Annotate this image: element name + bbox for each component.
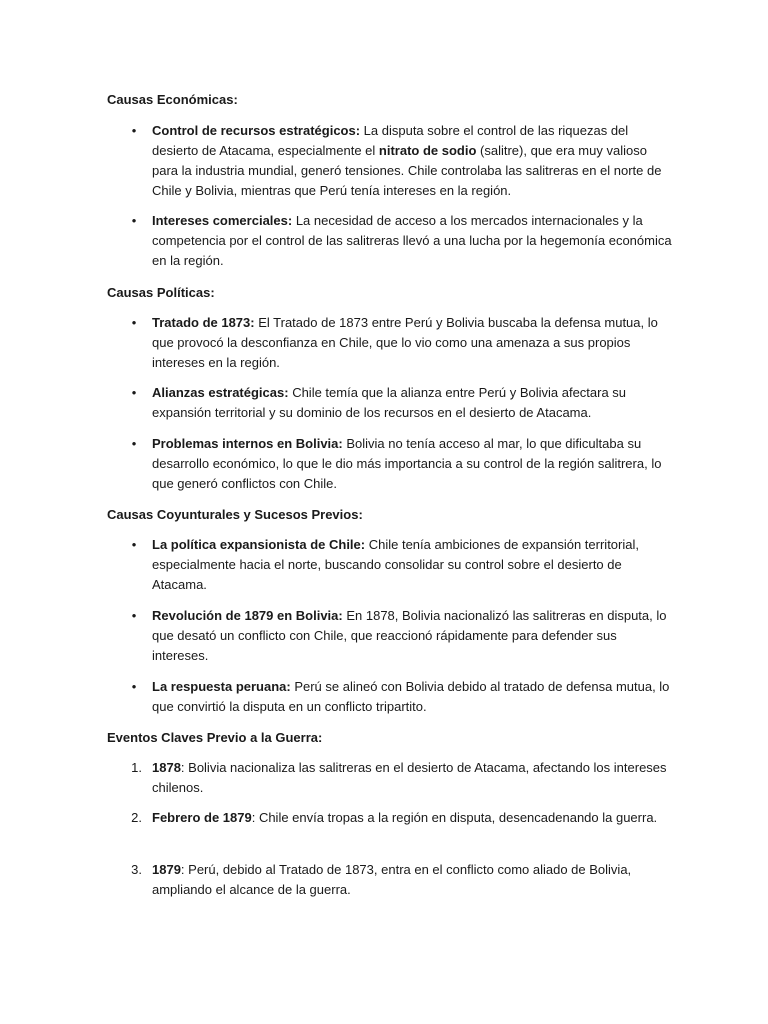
item-bold-label: Alianzas estratégicas: [152,385,289,400]
bullet-icon: • [131,537,137,552]
list-item [131,383,672,423]
bullet-icon: • [131,436,137,451]
item-text: Perú se alineó con Bolivia debido al tratado de defensa mutua, lo que convirtió la disputa en un conflicto tripartito. [152,679,670,714]
item-bold-label: Febrero de 1879 [152,810,252,825]
list-item [131,606,672,666]
item-bold-label: Tratado de 1873: [152,315,255,330]
section-heading-key-events: Eventos Claves Previo a la Guerra: [107,730,323,745]
item-text: La necesidad de acceso a los mercados internacionales y la competencia por el control de las salitreras llevó a una lucha por la hegemonía económica en la región. [152,213,672,268]
item-text: Chile temía que la alianza entre Perú y Bolivia afectara su expansión territorial y su dominio de los recursos en el desierto de Atacama. [152,385,627,420]
item-text: : Perú, debido al Tratado de 1873, entra en el conflicto como aliado de Bolivia, ampliando el alcance de la guerra. [152,862,632,897]
section-heading-political-causes: Causas Políticas: [107,285,215,300]
bullet-icon: • [131,679,137,694]
section-heading-conjunctural-causes: Causas Coyunturales y Sucesos Previos: [107,507,363,522]
item-text: El Tratado de 1873 entre Perú y Bolivia buscaba la defensa mutua, lo que provocó la desconfianza en Chile, que lo vio como una amenaza a sus propios intereses en la región. [152,315,658,370]
item-text: Bolivia no tenía acceso al mar, lo que dificultaba su desarrollo económico, lo que le dio más importancia a su control de la región salitrera, lo que generó conflictos con Chile. [152,436,662,491]
item-bold-term: nitrato de sodio [378,143,477,158]
bullet-icon: • [131,385,137,400]
list-item [131,434,672,494]
item-bold-label: Revolución de 1879 en Bolivia: [152,608,343,623]
numbered-item [131,808,672,828]
item-bold-label: 1878 [152,760,181,775]
item-text: En 1878, Bolivia nacionalizó las salitreras en disputa, lo que desató un conflicto con Chile, que reaccionó rápidamente para defender sus intereses. [152,608,667,663]
list-item [131,211,672,271]
bullet-icon: • [131,123,137,138]
item-bold-label: Problemas internos en Bolivia: [152,436,343,451]
bullet-icon: • [131,213,137,228]
item-text: Chile tenía ambiciones de expansión territorial, especialmente hacia el norte, buscando consolidar su control sobre el desierto de Atacama. [152,537,639,592]
item-text: (salitre), que era muy valioso para la industria mundial, generó tensiones. Chile controlaba las salitreras en el norte de Chile y Bolivia, mientras que Perú tenía intereses en la región. [152,143,662,198]
item-text: : Chile envía tropas a la región en disputa, desencadenando la guerra. [251,810,658,825]
item-bold-label: 1879 [152,862,181,877]
item-bold-label: Intereses comerciales: [152,213,293,228]
item-text: La disputa sobre el control de las riquezas del desierto de Atacama, especialmente el [152,123,629,158]
item-number: 3. [131,862,142,877]
numbered-item [131,758,672,798]
item-number: 2. [131,810,142,825]
item-number: 1. [131,760,142,775]
item-text: : Bolivia nacionaliza las salitreras en el desierto de Atacama, afectando los intereses chilenos. [152,760,667,795]
list-item [131,677,672,717]
list-item [131,535,672,595]
bullet-icon: • [131,608,137,623]
list-item [131,121,672,201]
bullet-icon: • [131,315,137,330]
list-item [131,313,672,373]
section-heading-economic-causes: Causas Económicas: [107,92,238,107]
item-bold-label: La respuesta peruana: [152,679,291,694]
item-bold-label: La política expansionista de Chile: [152,537,366,552]
numbered-item [131,860,672,900]
item-bold-label: Control de recursos estratégicos: [152,123,361,138]
